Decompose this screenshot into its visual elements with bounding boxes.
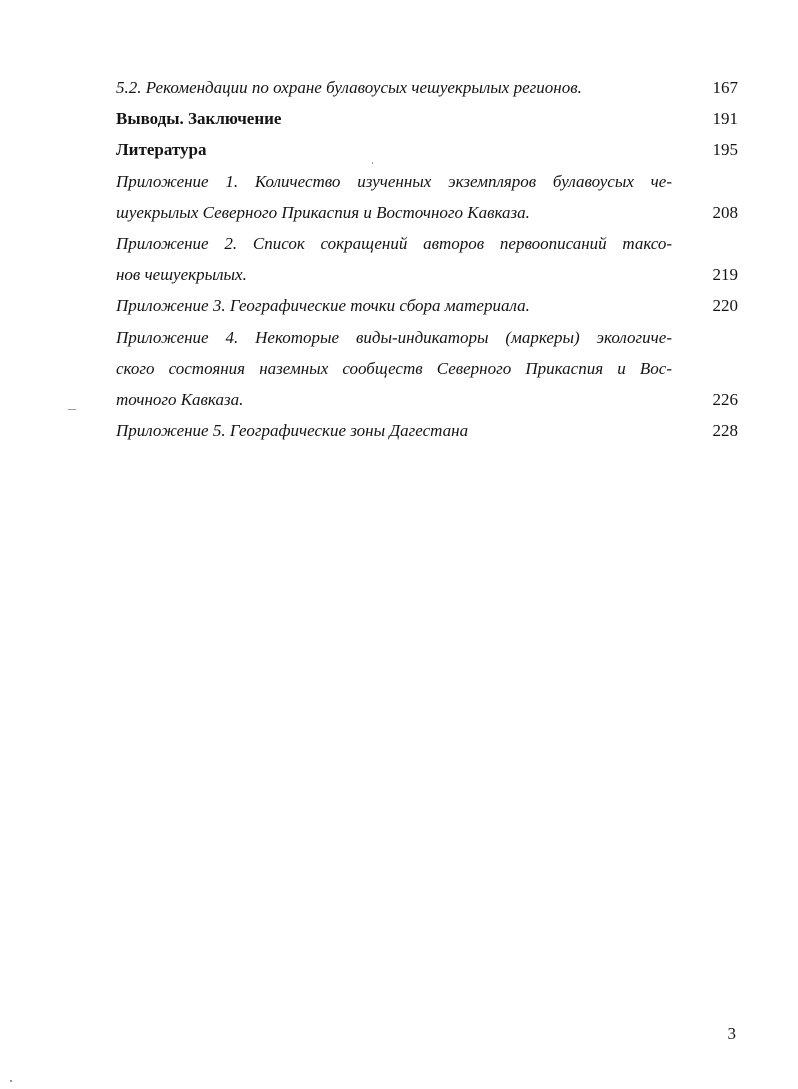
toc-entry-page: 195 <box>712 140 738 160</box>
toc-entry-title <box>116 166 672 228</box>
toc-entry-line: нов чешуекрылых. <box>116 265 247 285</box>
toc-entry-title <box>116 72 672 103</box>
toc-entry-conclusions[interactable] <box>116 103 740 134</box>
toc-entry-line: ского состояния наземных сообществ Северного Прикаспия и Вос- <box>116 358 672 378</box>
toc-entry-line: Выводы. Заключение <box>116 109 282 129</box>
toc-entry-title <box>116 290 672 321</box>
toc-entry-title <box>116 134 672 165</box>
toc-entry-page: 226 <box>712 390 738 410</box>
toc-entry-title <box>116 322 672 416</box>
toc-entry-line: 5.2. Рекомендации по охране булавоусых чешуекрылых регионов. <box>116 78 582 97</box>
toc-entry-line: Приложение 5. Географические зоны Дагестана <box>116 421 469 441</box>
toc-entry-page: 220 <box>712 296 738 316</box>
page-number: 3 <box>727 1024 736 1043</box>
toc-entry-line: Приложение 4. Некоторые виды-индикаторы (маркеры) экологиче- <box>116 327 672 347</box>
toc-entry-page: 208 <box>712 202 738 222</box>
scan-artifact-dot <box>10 1080 12 1082</box>
toc-entry-appendix-1[interactable] <box>116 166 740 228</box>
scan-artifact-dash <box>68 409 76 410</box>
toc-entry-5-2[interactable] <box>116 72 740 103</box>
toc-entry-line: Приложение 3. Географические точки сбора материала. <box>116 296 530 316</box>
toc-entry-page: 191 <box>712 109 738 129</box>
toc-entry-title <box>116 228 672 290</box>
toc-entry-appendix-2[interactable] <box>116 228 740 290</box>
toc-entry-line: точного Кавказа. <box>116 390 244 410</box>
toc-entry-appendix-4[interactable] <box>116 322 740 416</box>
toc-entry-line: шуекрылых Северного Прикаспия и Восточного Кавказа. <box>116 202 530 222</box>
toc-entry-title <box>116 415 672 446</box>
scan-artifact-dot <box>372 162 373 164</box>
toc-entry-appendix-3[interactable] <box>116 290 740 321</box>
toc-entry-line: Приложение 1. Количество изученных экземпляров булавоусых че- <box>116 171 672 191</box>
toc-entry-page: 228 <box>712 421 738 441</box>
toc-entry-appendix-5[interactable] <box>116 415 740 446</box>
toc-entry-page: 219 <box>712 265 738 285</box>
toc-entry-literature[interactable] <box>116 134 740 165</box>
toc-entry-page: 167 <box>712 78 738 97</box>
toc-entry-line: Приложение 2. Список сокращений авторов первоописаний таксо- <box>116 234 672 254</box>
toc-entry-line: Литература <box>116 140 207 160</box>
table-of-contents <box>116 72 740 446</box>
toc-entry-title <box>116 103 672 134</box>
